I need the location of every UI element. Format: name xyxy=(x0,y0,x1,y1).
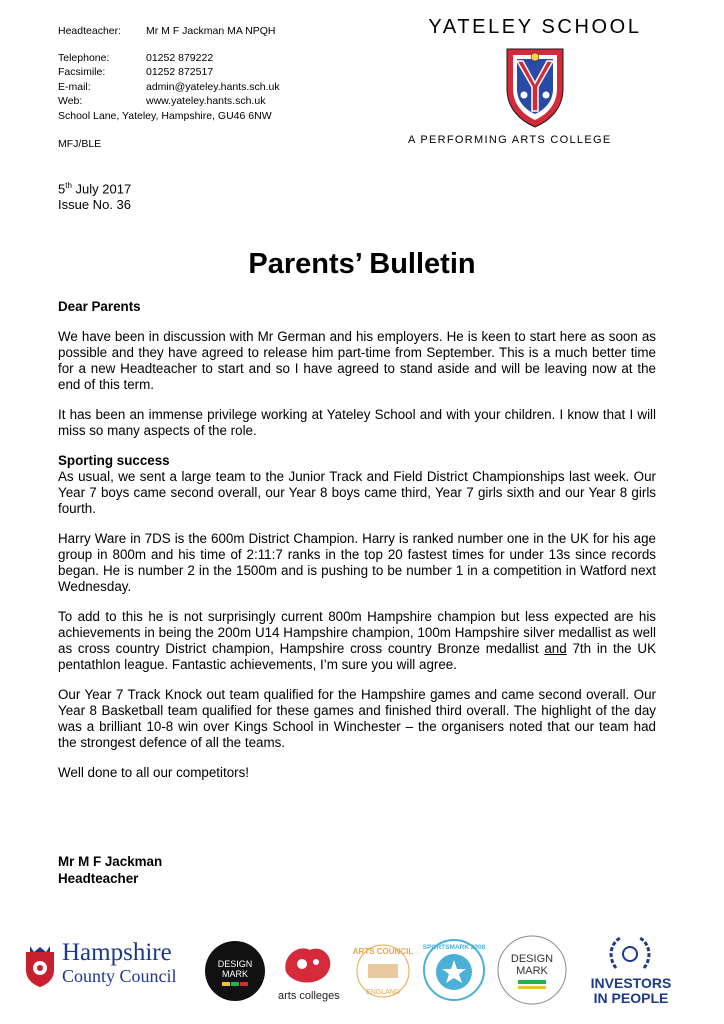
investors-line-2: IN PEOPLE xyxy=(593,990,669,1006)
email-label: E-mail: xyxy=(58,80,91,93)
hampshire-logo-text xyxy=(62,940,177,986)
headteacher-row xyxy=(58,24,280,39)
facsimile-value: 01252 872517 xyxy=(146,66,214,78)
web-label: Web: xyxy=(58,95,83,107)
signature-block xyxy=(58,853,162,887)
telephone-row xyxy=(58,51,280,66)
web-value: www.yateley.hants.sch.uk xyxy=(146,95,266,107)
sporting-heading: Sporting success xyxy=(58,453,170,468)
paragraph-1: We have been in discussion with Mr German and his employers. He is keen to start here as soon as possible and they have agreed to release him part-time from September. This is a much better time for a new Headteacher to start and so I have agreed to stand aside and will be leaving now at the end of this term. xyxy=(58,329,656,392)
paragraph-2: It has been an immense privilege working at Yateley School and with your children. I know that I will miss so many aspects of the role. xyxy=(58,407,656,438)
arts-council-logo-icon xyxy=(352,936,414,1006)
svg-text:DESIGN: DESIGN xyxy=(217,959,253,969)
paragraph-7: Well done to all our competitors! xyxy=(58,765,250,780)
email-row xyxy=(58,80,280,95)
letter-meta xyxy=(58,178,131,213)
headteacher-label: Headteacher: xyxy=(58,25,122,37)
telephone-label: Telephone: xyxy=(58,51,110,64)
web-row xyxy=(58,94,280,109)
arts-council-sub-text: ENGLAND xyxy=(366,989,400,996)
paragraph-3: As usual, we sent a large team to the Junior Track and Field District Championships last week. Our Year 7 boys came second overall, our Year 8 boys came third, Year 7 girls sixth and our Year 8 girls fourth. xyxy=(58,469,656,516)
facsimile-label: Facsimile: xyxy=(58,66,106,78)
signature-role: Headteacher xyxy=(58,871,139,886)
svg-text:MARK: MARK xyxy=(221,969,249,979)
arts-colleges-label: arts colleges xyxy=(278,990,340,1002)
footer-logos xyxy=(18,930,708,1010)
school-branding xyxy=(360,16,710,129)
design-mark-logo-icon xyxy=(204,940,266,1002)
salutation: Dear Parents xyxy=(58,299,141,314)
arts-colleges-logo-icon xyxy=(280,942,336,988)
school-name: YATELEY SCHOOL xyxy=(428,16,642,38)
reference: MFJ/BLE xyxy=(58,138,102,150)
hampshire-line-2: County Council xyxy=(62,966,177,986)
telephone-value: 01252 879222 xyxy=(146,51,214,64)
hampshire-line-1: Hampshire xyxy=(62,939,172,966)
paragraph-5: To add to this he is not surprisingly current 800m Hampshire champion but less expected are his achievements in being the 200m U14 Hampshire champion, 100m Hampshire silver medallist as well as cross country District champion, Hampshire cross country Bronze medallist and 7th in the UK pentathlon league. Fantastic achievements, I’m sure you will agree. xyxy=(58,609,656,672)
paragraph-6: Our Year 7 Track Knock out team qualified for the Hampshire games and came second overall. Our Year 8 Basketball team qualified for these games and finished third overall. The highlight of the day was a brilliant 10-8 win over Kings School in Winchester – the organisers noted that our team had the strongest defence of all the teams. xyxy=(58,687,656,750)
facsimile-row xyxy=(58,65,280,80)
page-title: Parents’ Bulletin xyxy=(248,248,476,280)
paragraph-4: Harry Ware in 7DS is the 600m District Champion. Harry is ranked number one in the UK for his age group in 800m and his time of 2:11:7 ranks in the top 20 fastest times for under 13s since records began. He is number 2 in the 1500m and is pushing to be number 1 in a competition in Watford next Wednesday. xyxy=(58,531,656,594)
investors-line-1: INVESTORS xyxy=(590,975,672,991)
issue-number: Issue No. 36 xyxy=(58,197,131,213)
arts-council-text: ARTS COUNCIL xyxy=(352,947,414,956)
investors-wreath-icon xyxy=(606,934,654,974)
letter-body xyxy=(58,299,656,795)
address: School Lane, Yateley, Hampshire, GU46 6NW xyxy=(58,109,272,122)
investors-logo-text xyxy=(586,976,676,1006)
email-value: admin@yateley.hants.sch.uk xyxy=(146,80,280,93)
hampshire-crest-icon xyxy=(22,944,58,988)
sportsmark-logo-icon xyxy=(422,938,486,1002)
letter-date: 5th July 2017 xyxy=(58,181,132,197)
contact-block xyxy=(58,24,280,152)
sportsmark-text: SPORTSMARK 2008 xyxy=(422,944,486,951)
school-tagline: A PERFORMING ARTS COLLEGE xyxy=(408,134,612,146)
signature-name: Mr M F Jackman xyxy=(58,854,163,869)
school-crest-icon xyxy=(503,45,567,129)
design-mark-good-logo-icon xyxy=(496,934,568,1006)
headteacher-value: Mr M F Jackman MA NPQH xyxy=(146,25,276,37)
svg-text:DESIGN: DESIGN xyxy=(510,953,554,965)
svg-text:MARK: MARK xyxy=(516,965,548,977)
